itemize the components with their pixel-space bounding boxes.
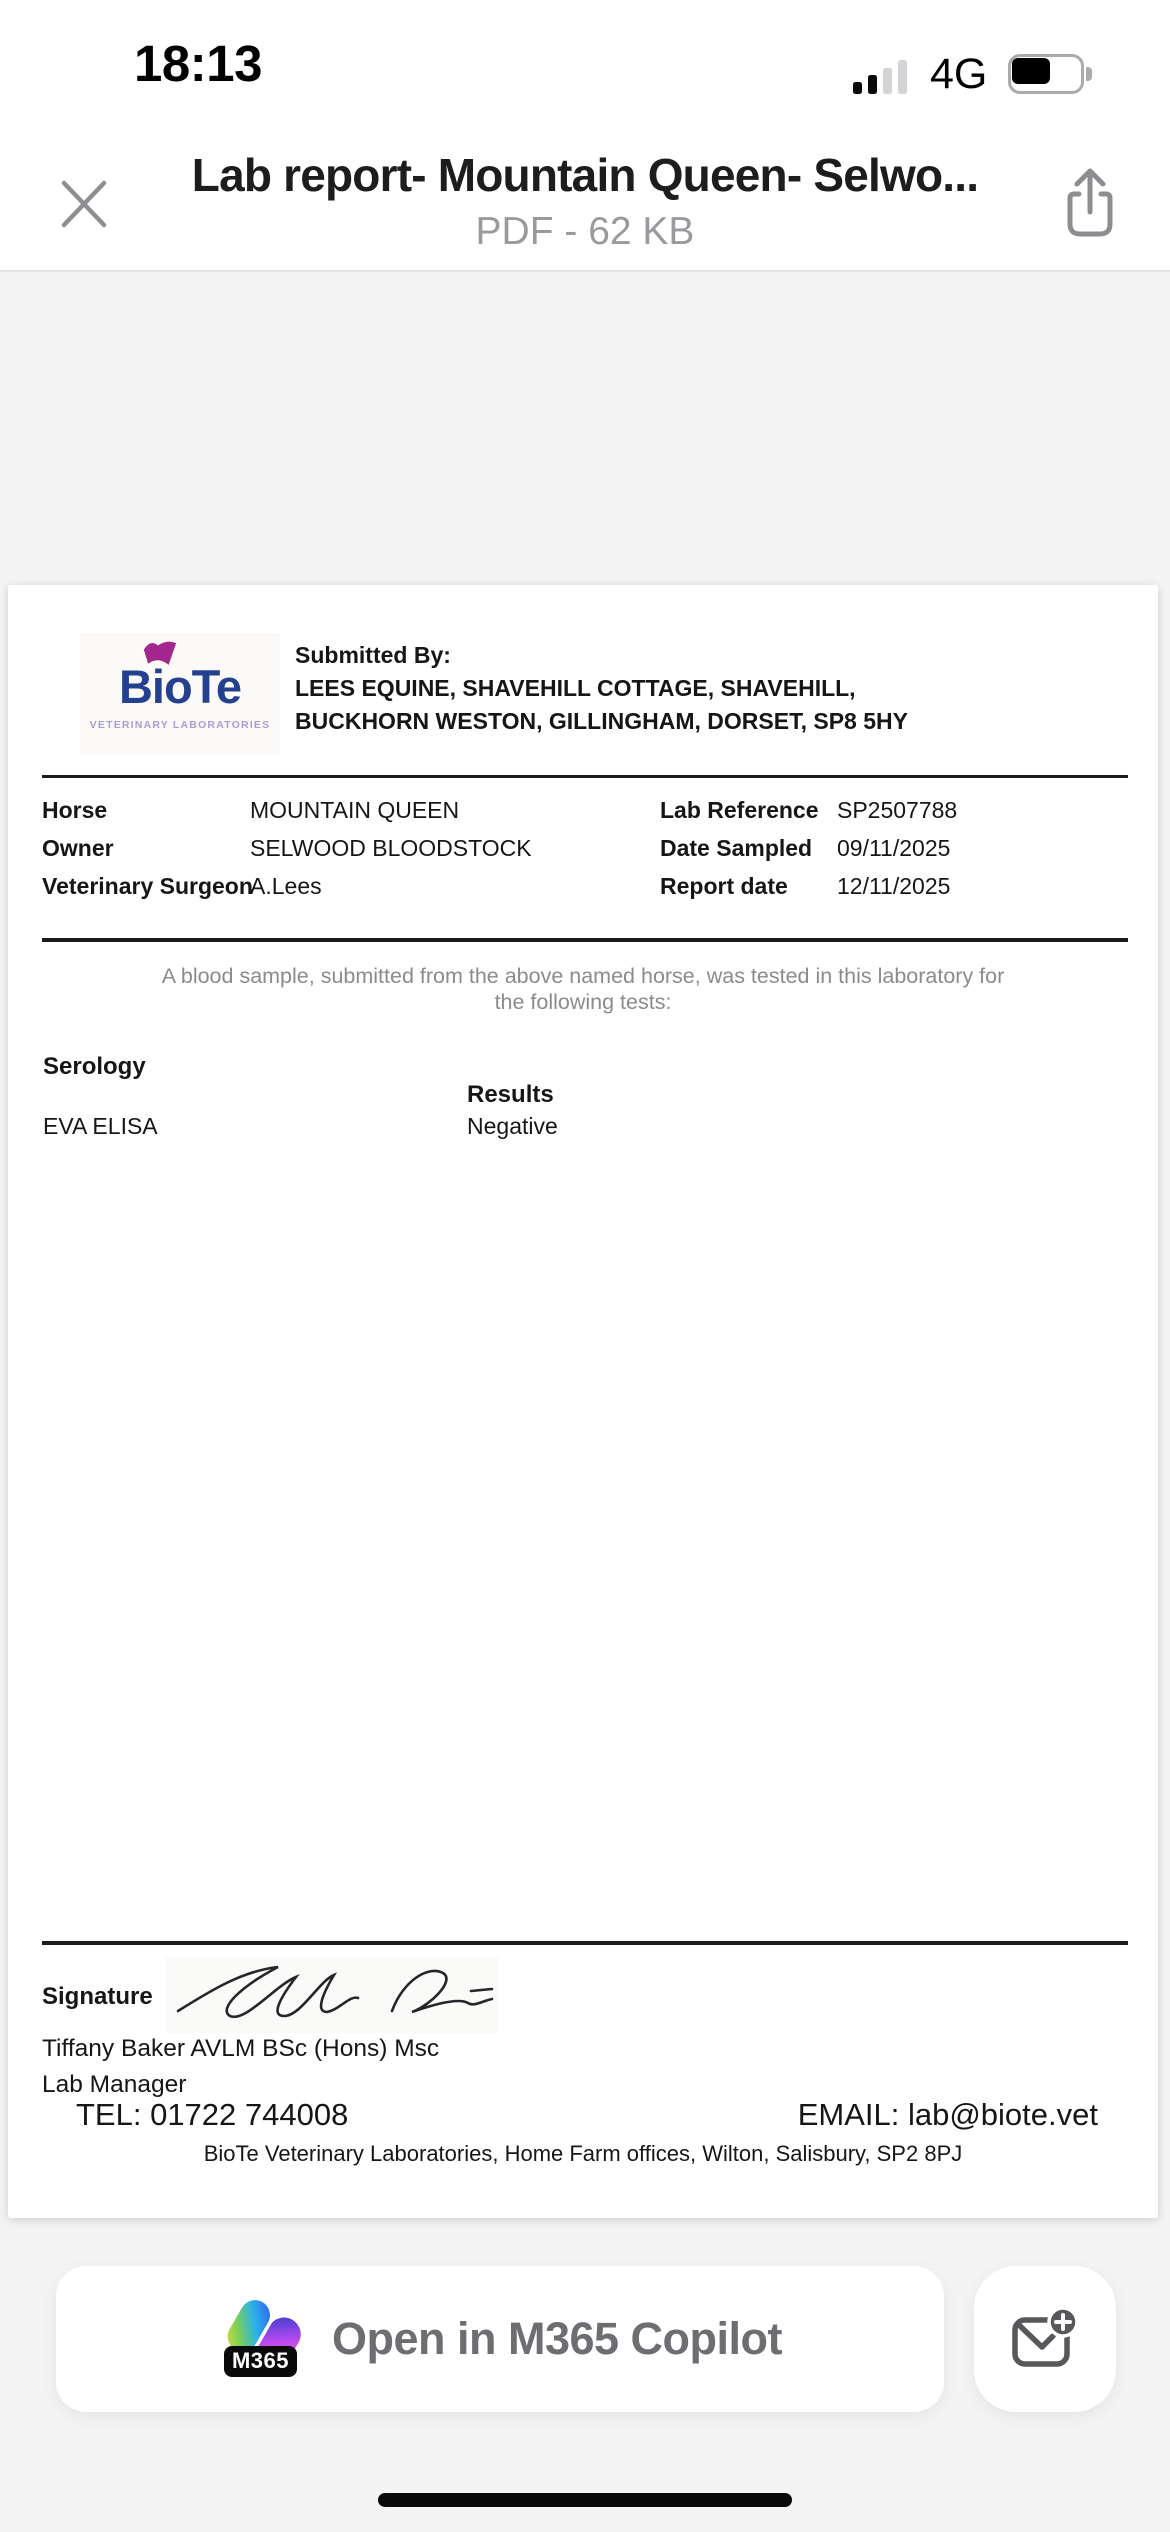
signatory-name: Tiffany Baker AVLM BSc (Hons) Msc [42, 2035, 440, 2062]
mail-plus-icon [1010, 2307, 1080, 2371]
info-value: A.Lees [250, 873, 322, 899]
tel-text: TEL: 01722 744008 [76, 2097, 349, 2132]
table-row [8, 797, 1158, 825]
new-mail-button[interactable] [974, 2266, 1116, 2412]
info-value: MOUNTAIN QUEEN [250, 797, 460, 823]
info-value: SP2507788 [837, 797, 958, 823]
biote-brand-text: BioTe [118, 660, 242, 713]
pdf-page [8, 585, 1158, 2218]
battery-icon [1008, 54, 1096, 94]
info-value: 12/11/2025 [837, 873, 951, 899]
share-icon [1059, 162, 1121, 244]
submitted-by-block [295, 639, 908, 738]
info-label: Horse [42, 797, 108, 823]
header-bar [0, 0, 1170, 272]
submitted-by-line2: BUCKHORN WESTON, GILLINGHAM, DORSET, SP8 5HY [295, 708, 908, 734]
email-text: EMAIL: lab@biote.vet [797, 2097, 1098, 2132]
document-file-meta: PDF - 62 KB [475, 210, 695, 253]
contact-row [76, 2097, 1098, 2133]
share-button[interactable] [1050, 158, 1130, 248]
intro-line1: A blood sample, submitted from the above named horse, was tested in this laboratory for [161, 964, 1005, 988]
section-title-serology: Serology [43, 1053, 146, 1080]
table-row [8, 873, 1158, 901]
home-indicator[interactable] [378, 2493, 792, 2507]
m365-badge: M365 [224, 2346, 297, 2377]
copilot-logo-icon [218, 2293, 306, 2385]
divider [42, 938, 1128, 942]
copilot-button-label: Open in M365 Copilot [331, 2313, 783, 2364]
info-label: Report date [660, 873, 788, 899]
info-label: Date Sampled [660, 835, 813, 861]
info-label: Lab Reference [660, 797, 819, 823]
signatory-role: Lab Manager [42, 2071, 187, 2098]
lab-address: BioTe Veterinary Laboratories, Home Farm offices, Wilton, Salisbury, SP2 8PJ [203, 2141, 963, 2166]
status-time: 18:13 [134, 35, 262, 92]
info-value: SELWOOD BLOODSTOCK [250, 835, 532, 861]
info-label: Owner [42, 835, 114, 861]
open-in-copilot-button[interactable] [56, 2266, 944, 2412]
document-title: Lab report- Mountain Queen- Selwo... [191, 149, 979, 201]
intro-line2: the following tests: [494, 990, 672, 1014]
network-type-label: 4G [930, 50, 988, 98]
test-name: EVA ELISA [43, 1113, 158, 1139]
info-label: Veterinary Surgeon [42, 873, 253, 899]
divider [42, 1941, 1128, 1945]
intro-paragraph [8, 963, 1158, 1015]
divider [42, 775, 1128, 778]
biote-tagline: VETERINARY LABORATORIES [89, 719, 271, 731]
results-column-header: Results [467, 1081, 554, 1108]
signature-label: Signature [42, 1983, 153, 2010]
test-result: Negative [467, 1113, 558, 1139]
submitted-by-line1: LEES EQUINE, SHAVEHILL COTTAGE, SHAVEHILL, [295, 675, 856, 701]
signature-image [166, 1957, 498, 2033]
biote-logo [80, 633, 280, 755]
info-value: 09/11/2025 [837, 835, 951, 861]
submitted-by-label: Submitted By: [295, 642, 451, 668]
table-row [8, 835, 1158, 863]
pdf-viewer-area[interactable] [0, 274, 1170, 2532]
cellular-signal-icon [853, 58, 919, 94]
